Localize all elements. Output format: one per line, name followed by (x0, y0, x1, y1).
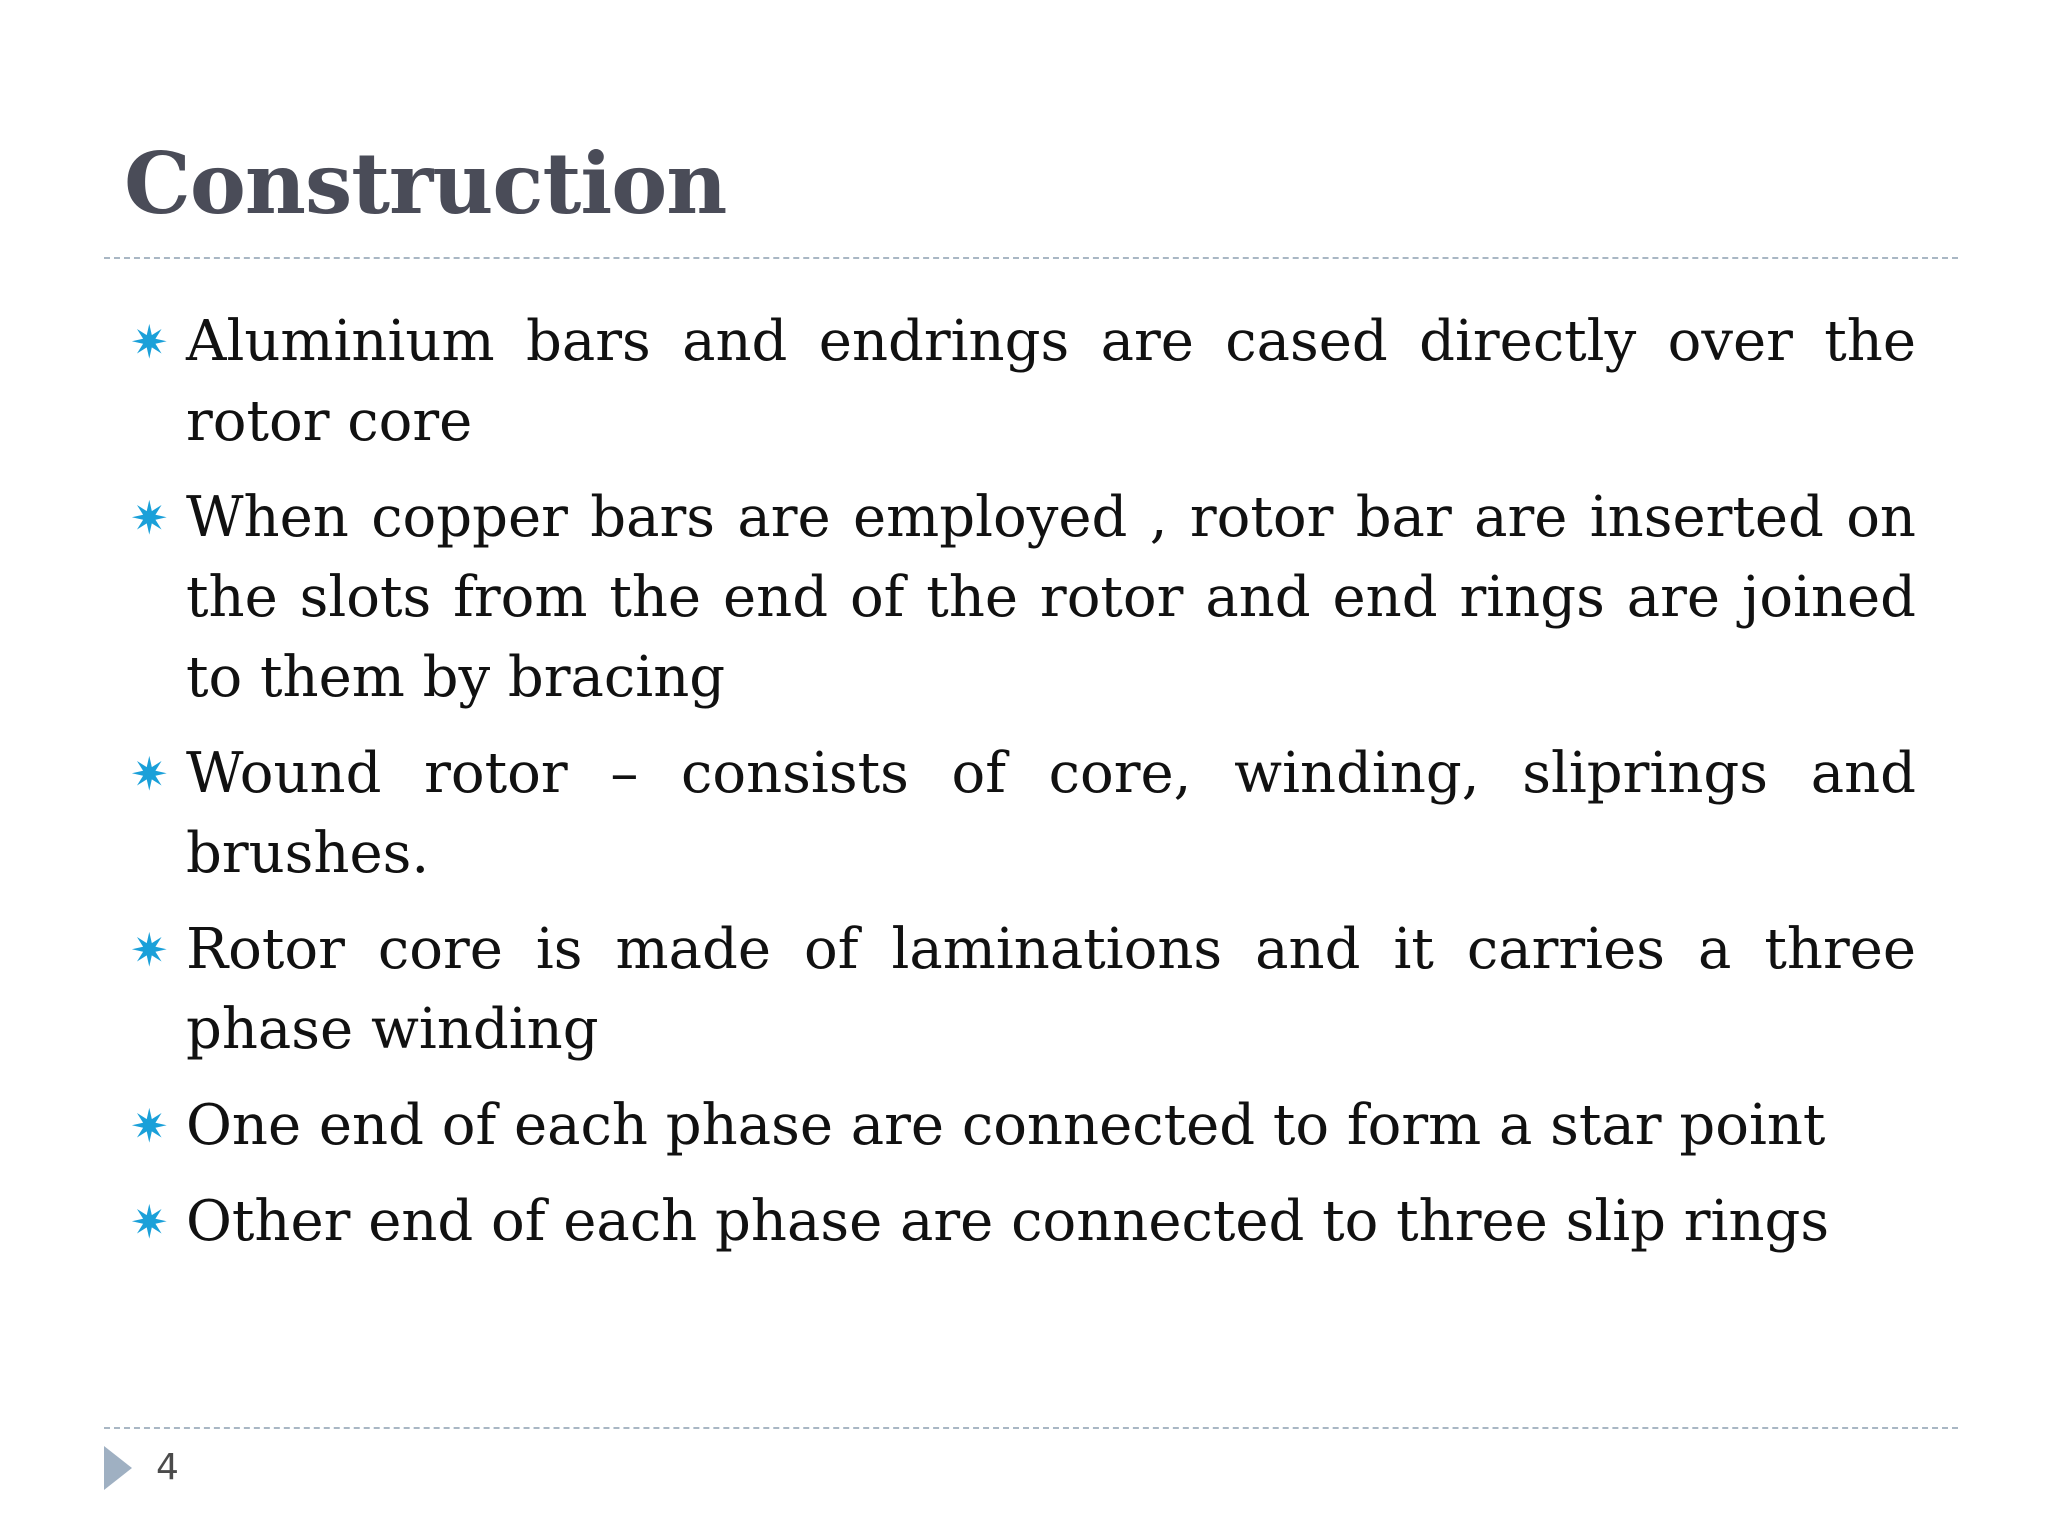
bullet-text: Aluminium bars and endrings are cased directly over the rotor core (186, 309, 1916, 454)
bullet-text: Wound rotor – consists of core, winding, sliprings and brushes. (186, 741, 1916, 886)
title-divider (104, 257, 1958, 259)
triangle-right-icon (104, 1446, 132, 1490)
asterisk-star-icon: ✷ (130, 491, 169, 545)
slide-title: Construction (124, 134, 727, 233)
asterisk-star-icon: ✷ (130, 315, 169, 369)
bullet-item (130, 478, 1916, 718)
asterisk-star-icon: ✷ (130, 1099, 169, 1153)
bullet-item (130, 910, 1916, 1070)
bullet-text: Other end of each phase are connected to three slip rings (186, 1189, 1830, 1254)
asterisk-star-icon: ✷ (130, 923, 169, 977)
bullet-text: When copper bars are employed , rotor bar are inserted on the slots from the end of the rotor and end rings are joined to them by bracing (186, 485, 1916, 710)
bullet-item (130, 302, 1916, 462)
bullet-item (130, 1182, 1916, 1262)
asterisk-star-icon: ✷ (130, 1195, 169, 1249)
bullet-text: Rotor core is made of laminations and it carries a three phase winding (186, 917, 1916, 1062)
page-number: 4 (156, 1447, 179, 1488)
bullet-item (130, 1086, 1916, 1166)
footer-divider (104, 1427, 1958, 1429)
bullet-list (130, 302, 1916, 1278)
bullet-item (130, 734, 1916, 894)
bullet-text: One end of each phase are connected to form a star point (186, 1093, 1826, 1158)
asterisk-star-icon: ✷ (130, 747, 169, 801)
